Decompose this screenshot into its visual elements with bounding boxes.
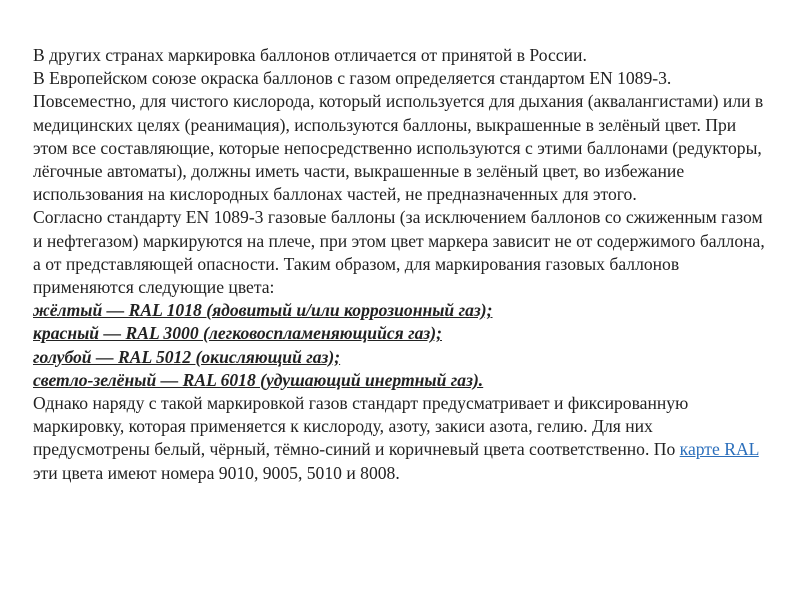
paragraph-marking: Согласно стандарту EN 1089-3 газовые баллоны (за исключением баллонов со сжиженным газом и нефтегазом) маркируются на плече, при этом цвет маркера зависит не от содержимого баллона, а от представляющей опасности. Таким образом, для маркирования газовых баллонов применяются следующие цвета: bbox=[33, 207, 765, 298]
color-item-blue: голубой — RAL 5012 (окисляющий газ); bbox=[33, 346, 341, 367]
paragraph-fixed-marking-end: эти цвета имеют номера 9010, 9005, 5010 и 8008. bbox=[33, 462, 400, 483]
color-item-light-green: светло-зелёный — RAL 6018 (удушающий инертный газ). bbox=[33, 369, 484, 390]
paragraph-intro: В других странах маркировка баллонов отличается от принятой в России. bbox=[33, 45, 587, 65]
paragraph-fixed-marking bbox=[33, 392, 773, 485]
paragraph-fixed-marking-text: Однако наряду с такой маркировкой газов стандарт предусматривает и фиксированную маркировку, которая применяется к кислороду, азоту, закиси азота, гелию. Для них предусмотрены белый, чёрный, тёмно-синий и коричневый цвета соответственно. По bbox=[33, 393, 689, 460]
paragraph-oxygen: Повсеместно, для чистого кислорода, который используется для дыхания (аквалангистами) или в медицинских целях (реанимация), используются баллоны, выкрашенные в зелёный цвет. При этом все составляющие, которые непосредственно используются с этими баллонами (редукторы, лёгочные автоматы), должны иметь части, выкрашенные в зелёный цвет, во избежание использования на кислородных баллонах частей, не предназначенных для этого. bbox=[33, 91, 764, 205]
color-item-yellow: жёлтый — RAL 1018 (ядовитый и/или коррозионный газ); bbox=[33, 300, 493, 321]
paragraph-eu-standard: В Европейском союзе окраска баллонов с газом определяется стандартом EN 1089-3. bbox=[33, 68, 672, 89]
ral-chart-link[interactable]: карте RAL bbox=[679, 439, 759, 460]
color-item-red: красный — RAL 3000 (легковоспламеняющийся газ); bbox=[33, 323, 443, 344]
document-body bbox=[33, 44, 773, 485]
